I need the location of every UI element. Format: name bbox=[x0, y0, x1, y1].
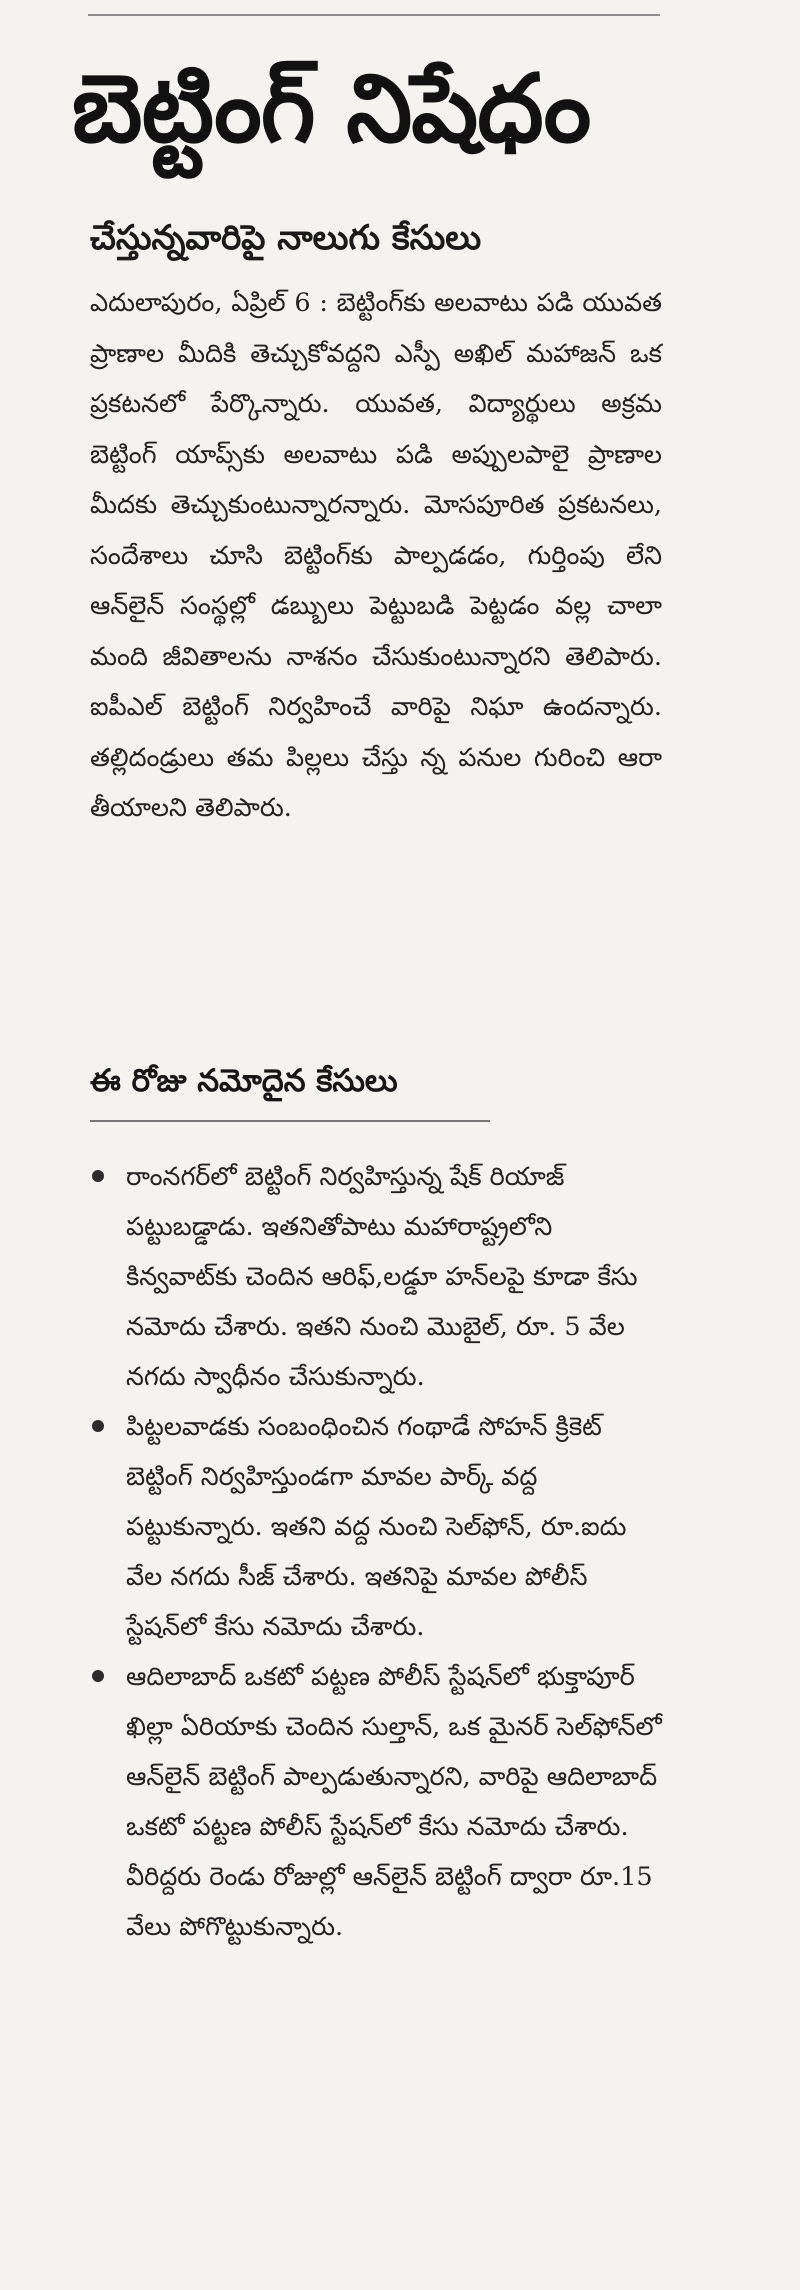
headline: బెట్టింగ్ నిషేధం bbox=[72, 55, 591, 164]
top-divider bbox=[88, 14, 660, 16]
list-item bbox=[92, 1152, 664, 1402]
case-list bbox=[92, 1152, 664, 1952]
section-underline bbox=[90, 1120, 490, 1122]
list-item-text: రాంనగర్‌లో బెట్టింగ్ నిర్వహిస్తున్న షేక్ రియాజ్ పట్టుబడ్డాడు. ఇతనితోపాటు మహారాష్ట్రలోని కిన్వవాట్‌కు చెందిన ఆరిఫ్,లడ్డూ హన్‌లపై కూడా కేసు నమోదు చేశారు. ఇతని నుంచి మొబైల్, రూ. 5 వేల నగదు స్వాధీనం చేసుకున్నారు. bbox=[126, 1162, 638, 1392]
list-item bbox=[92, 1652, 664, 1952]
section-heading: ఈ రోజు నమోదైన కేసులు bbox=[90, 1063, 398, 1099]
article-body: ఎదులాపురం, ఏప్రిల్ 6 : బెట్టింగ్‌కు అలవాటు పడి యువత ప్రాణాల మీదికి తెచ్చుకోవద్దని ఎస్పీ అఖిల్ మహాజన్ ఒక ప్రకటనలో పేర్కొన్నారు. యువత, విద్యార్థులు అక్రమ బెట్టింగ్ యాప్స్‌కు అలవాటు పడి అప్పులపాలై ప్రాణాల మీదకు తెచ్చుకుంటున్నారన్నారు. మోసపూరిత ప్రకటనలు, సందేశాలు చూసి బెట్టింగ్‌కు పాల్పడడం, గుర్తింపు లేని ఆన్‌లైన్ సంస్థల్లో డబ్బులు పెట్టుబడి పెట్టడం వల్ల చాలా మంది జీవితాలను నాశనం చేసుకుంటున్నారని తెలిపారు. ఐపీఎల్ బెట్టింగ్ నిర్వహించే వారిపై నిఘా ఉందన్నారు. తల్లిదండ్రులు తమ పిల్లలు చేస్తు న్న పనుల గురించి ఆరా తీయాలని తెలిపారు. bbox=[90, 288, 662, 823]
bullet-icon bbox=[92, 1670, 104, 1682]
bullet-icon bbox=[92, 1170, 104, 1182]
bullet-icon bbox=[92, 1420, 104, 1432]
subheadline: చేస్తున్నవారిపై నాలుగు కేసులు bbox=[90, 218, 482, 258]
list-item-text: పిట్టలవాడకు సంబంధించిన గంథాడే సోహన్ క్రికెట్ బెట్టింగ్ నిర్వహిస్తుండగా మావల పార్క్ వద్ద పట్టుకున్నారు. ఇతని వద్ద నుంచి సెల్‌ఫోన్, రూ.ఐదు వేల నగదు సీజ్ చేశారు. ఇతనిపై మావల పోలీస్ స్టేషన్‌లో కేసు నమోదు చేశారు. bbox=[126, 1412, 627, 1642]
list-item-text: ఆదిలాబాద్ ఒకటో పట్టణ పోలీస్ స్టేషన్‌లో భుక్తాపూర్ ఖిల్లా ఏరియాకు చెందిన సుల్తాన్, ఒక మైనర్ సెల్‌ఫోన్‌లో ఆన్‌లైన్ బెట్టింగ్ పాల్పడుతున్నారని, వారిపై ఆదిలాబాద్ ఒకటో పట్టణ పోలీస్ స్టేషన్‌లో కేసు నమోదు చేశారు. వీరిద్దరు రెండు రోజుల్లో ఆన్‌లైన్ బెట్టింగ్ ద్వారా రూ.15 వేలు పోగొట్టుకున్నారు. bbox=[126, 1662, 662, 1942]
list-item bbox=[92, 1402, 664, 1652]
